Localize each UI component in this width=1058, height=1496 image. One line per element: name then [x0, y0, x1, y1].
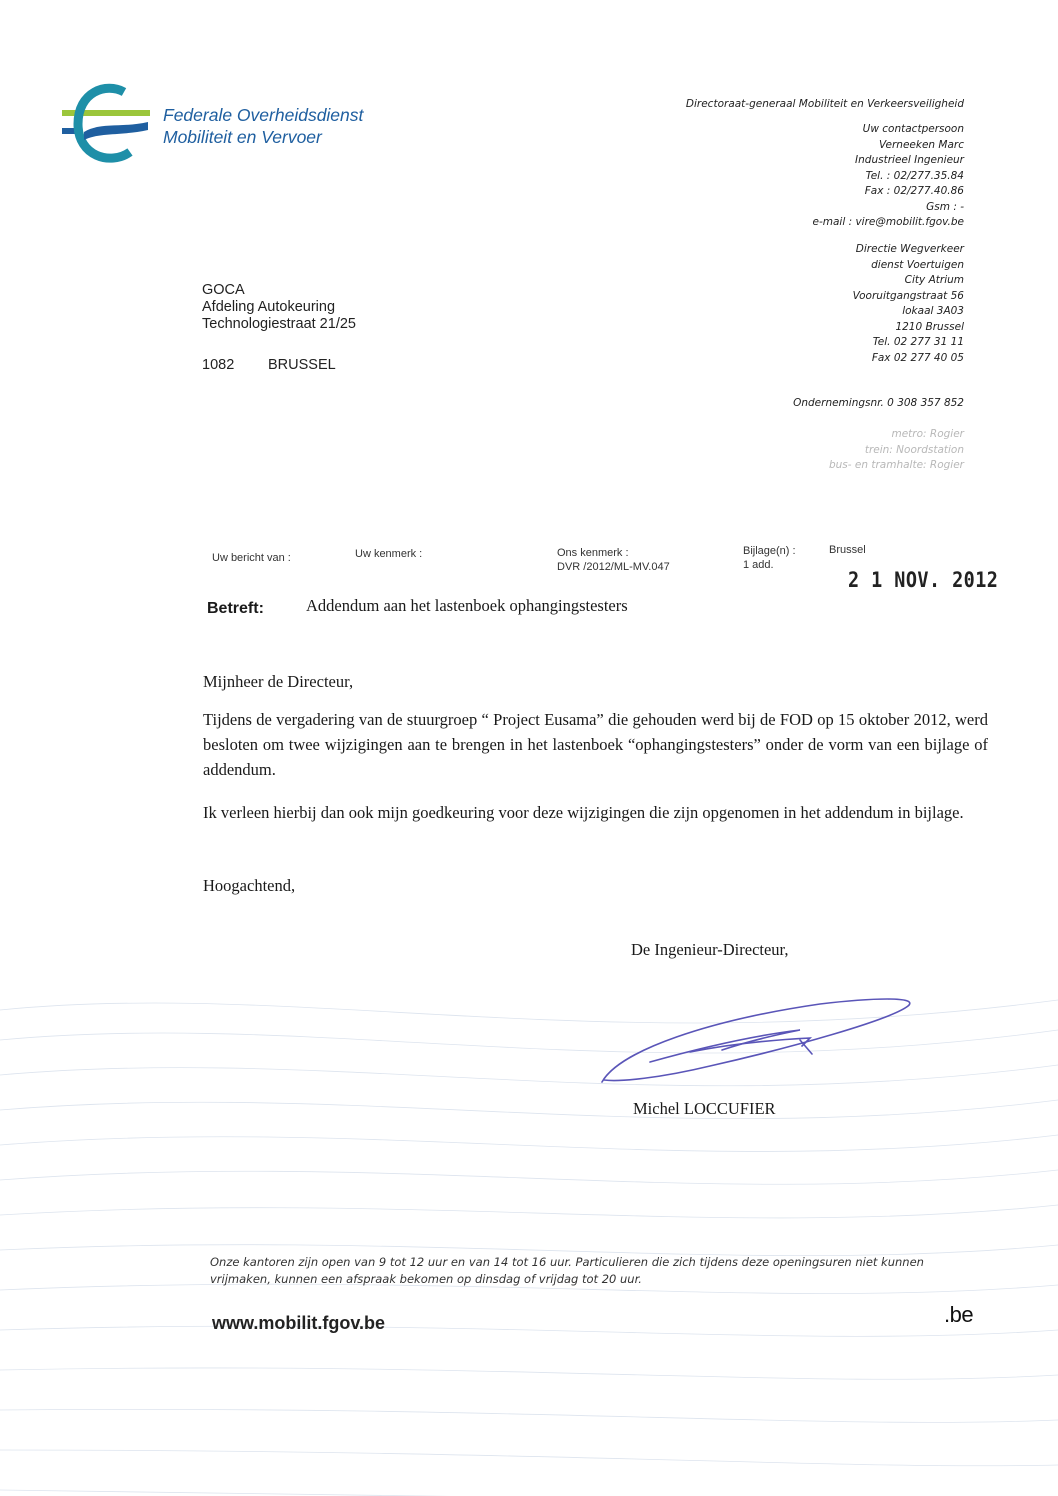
contact-block: [813, 122, 965, 231]
recipient-city-name: BRUSSEL: [268, 357, 336, 373]
recipient-line: GOCA: [202, 282, 245, 298]
our-reference-value: DVR /2012/ML-MV.047: [557, 561, 670, 573]
department-line: City Atrium: [904, 274, 964, 286]
body-paragraph-2: Ik verleen hierbij dan ook mijn goedkeuring voor deze wijzigingen die zijn opgenomen in het addendum in bijlage.: [203, 803, 964, 822]
enterprise-number-text: Ondernemingsnr. 0 308 357 852: [793, 397, 964, 409]
department-line: lokaal 3A03: [902, 305, 964, 317]
handwritten-signature: [590, 990, 920, 1090]
your-message-label: Uw bericht van :: [212, 552, 291, 564]
recipient-line: Afdeling Autokeuring: [202, 299, 336, 315]
department-line: 1210 Brussel: [895, 320, 964, 333]
transport-line: bus- en tramhalte: Rogier: [828, 459, 964, 471]
transport-line: trein: Noordstation: [864, 443, 964, 456]
attachments-value: 1 add.: [743, 559, 774, 571]
closing: Hoogachtend,: [203, 876, 296, 895]
signatory-title: De Ingenieur-Directeur,: [631, 940, 789, 959]
attachments-label: Bijlage(n) :: [743, 545, 796, 557]
recipient-postcode: 1082: [202, 357, 235, 373]
be-logo: .be: [944, 1302, 974, 1327]
contact-email: e-mail : vire@mobilit.fgov.be: [812, 216, 964, 228]
opening-hours-note: Onze kantoren zijn open van 9 tot 12 uur en van 14 tot 16 uur. Particulieren die zich tijdens deze openingsuren niet kunnen vrijmaken, kunnen een afspraak bekomen op dinsdag of vrijdag tot 20 uur.: [210, 1255, 924, 1286]
department-line: Vooruitgangstraat 56: [852, 289, 964, 302]
contact-line: Uw contactpersoon: [862, 123, 964, 135]
directorate-text: Directoraat-generaal Mobiliteit en Verkeersveiligheid: [685, 98, 964, 110]
subject-label: Betreft:: [207, 600, 264, 617]
signatory-name: Michel LOCCUFIER: [633, 1099, 776, 1118]
salutation: Mijnheer de Directeur,: [203, 672, 354, 691]
contact-line: Gsm : -: [926, 200, 964, 213]
our-reference: [557, 546, 670, 574]
recipient-city: [202, 357, 336, 373]
your-reference-label: Uw kenmerk :: [355, 548, 423, 560]
department-line: dienst Voertuigen: [871, 258, 964, 271]
website-link[interactable]: www.mobilit.fgov.be: [212, 1313, 385, 1333]
attachments: [743, 544, 796, 572]
org-line-1: Federale Overheidsdienst: [163, 105, 364, 125]
our-reference-label: Ons kenmerk :: [557, 547, 629, 559]
recipient-address: [202, 282, 356, 333]
transport-block: [829, 427, 964, 474]
department-line: Directie Wegverkeer: [855, 243, 964, 255]
recipient-line: Technologiestraat 21/25: [202, 316, 356, 332]
department-block: [853, 242, 964, 366]
enterprise-number: [793, 396, 964, 412]
subject-text: Addendum aan het lastenboek ophangingstesters: [306, 596, 628, 615]
contact-line: Industrieel Ingenieur: [855, 154, 964, 166]
org-line-2: Mobiliteit en Vervoer: [163, 127, 322, 147]
fod-logo: [60, 78, 152, 170]
body-paragraph-1: Tijdens de vergadering van de stuurgroep “ Project Eusama” die gehouden werd bij de FOD op 15 oktober 2012, werd besloten om twee wijzigingen aan te brengen in het lastenboek “ophangingstesters” onder de vorm van een bijlage of addendum.: [203, 710, 988, 779]
transport-line: metro: Rogier: [891, 428, 964, 440]
directorate-name: [686, 97, 964, 113]
organization-name: [163, 104, 363, 148]
contact-line: Fax : 02/277.40.86: [864, 185, 964, 197]
date-stamp: 2 1 NOV. 2012: [848, 568, 999, 592]
department-line: Tel. 02 277 31 11: [872, 336, 964, 348]
place: Brussel: [829, 544, 866, 556]
contact-line: Verneeken Marc: [878, 138, 964, 151]
department-line: Fax 02 277 40 05: [871, 351, 964, 364]
contact-line: Tel. : 02/277.35.84: [865, 169, 964, 182]
